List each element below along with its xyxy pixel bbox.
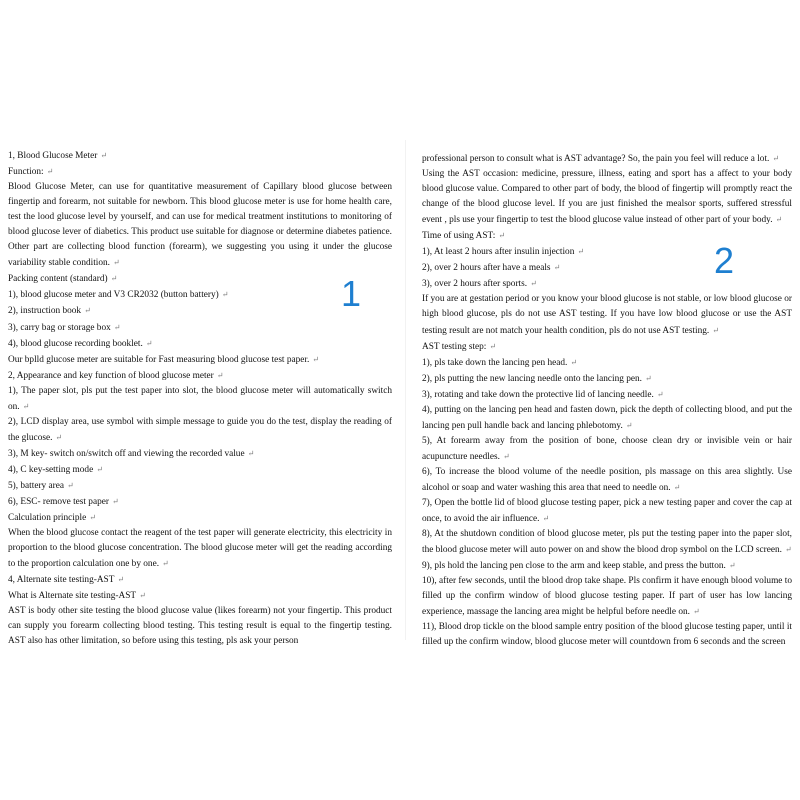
list-item: 4), C key-setting mode ↵	[8, 464, 103, 475]
list-item: 6), To increase the blood volume of the needle position, pls massage on this area slightly. Use alcohol or soap and water washing this area that need to needle on. ↵	[422, 466, 792, 493]
list-item: 2), LCD display area, use symbol with simple message to guide you do the test, display the reading of the glucose. ↵	[8, 416, 392, 443]
list-item: 5), battery area ↵	[8, 480, 74, 491]
subheading: What is Alternate site testing-AST ↵	[8, 591, 146, 602]
list-item: 2), instruction book ↵	[8, 306, 91, 317]
paragraph: Using the AST occasion: medicine, pressure, illness, eating and sport has a affect to your body blood glucose value. Compared to other part of body, the blood of fingertip will promptly react the change of the blood glucose level. If you are just finished the mealsor sports, suffered stressful event , pls use your fingertip to test the blood glucose value instead of other part of your body. ↵	[422, 169, 792, 226]
list-item: 4), blood glucose recording booklet. ↵	[8, 338, 153, 349]
list-item: 2), over 2 hours after have a meals ↵	[422, 263, 561, 274]
subheading: Packing content (standard) ↵	[8, 274, 118, 285]
list-item: 3), M key- switch on/switch off and viewing the recorded value ↵	[8, 448, 255, 459]
page-divider	[405, 140, 406, 640]
list-item: 5), At forearm away from the position of bone, choose clean dry or invisible vein or hair acupuncture needles. ↵	[422, 435, 792, 462]
document-page-left	[8, 148, 392, 647]
subheading: Function: ↵	[8, 167, 54, 178]
paragraph: When the blood glucose contact the reagent of the test paper will generate electricity, this electricity in proportion to the blood glucose concentration. The blood glucose meter will get the reading according to the proportion calculation one by one. ↵	[8, 528, 392, 570]
list-item: 1), The paper slot, pls put the test paper into slot, the blood glucose meter will automatically switch on. ↵	[8, 385, 392, 412]
section-heading: 1, Blood Glucose Meter ↵	[8, 151, 108, 161]
page-number-1: 1	[341, 273, 362, 314]
list-item: 1), At least 2 hours after insulin injection ↵	[422, 247, 585, 258]
list-item: 3), rotating and take down the protective lid of lancing needle. ↵	[422, 389, 664, 400]
list-item: 1), pls take down the lancing pen head. ↵	[422, 357, 578, 368]
subheading: Time of using AST: ↵	[422, 231, 506, 242]
paragraph: If you are at gestation period or you know your blood glucose is not stable, or low blood glucose or high blood glucose, pls do not use AST testing. If you have low blood glucose or use the AST testing result are not match your health condition, pls do not use AST testing. ↵	[422, 294, 792, 336]
subheading: Calculation principle ↵	[8, 513, 96, 524]
list-item: 2), pls putting the new lancing needle onto the lancing pen. ↵	[422, 373, 652, 384]
list-item: 9), pls hold the lancing pen close to the arm and keep stable, and press the button. ↵	[422, 561, 736, 572]
list-item: 1), blood glucose meter and V3 CR2032 (button battery) ↵	[8, 290, 229, 301]
page-number-2: 2	[714, 240, 735, 281]
subheading: AST testing step: ↵	[422, 341, 497, 352]
paragraph: professional person to consult what is AST advantage? So, the pain you feel will reduce a lot. ↵	[422, 154, 780, 164]
list-item: 4), putting on the lancing pen head and fasten down, pick the depth of collecting blood, and put the lancing pen pull handle back and lancing phlebotomy. ↵	[422, 404, 792, 431]
list-item: 6), ESC- remove test paper ↵	[8, 497, 119, 508]
list-item: 7), Open the bottle lid of blood glucose testing paper, pick a new testing paper and cover the cap at once, to avoid the air influence. ↵	[422, 498, 792, 525]
document-page-right	[422, 151, 792, 648]
list-item: 8), At the shutdown condition of blood glucose meter, pls put the testing paper into the paper slot, the blood glucose meter will auto power on and show the blood drop symbol on the LCD screen. ↵	[422, 529, 792, 556]
list-item: 10), after few seconds, until the blood drop take shape. Pls confirm it have enough blood volume to filled up the confirm window of blood glucose testing paper. If part of user has low lancing experience, massage the lancing area might be helpful before needle on. ↵	[422, 576, 792, 618]
paragraph: Our bplld glucose meter are suitable for Fast measuring blood glucose test paper. ↵	[8, 354, 319, 365]
section-heading: 2, Appearance and key function of blood glucose meter ↵	[8, 370, 224, 381]
paragraph: AST is body other site testing the blood glucose value (likes forearm) not your fingertip. This product can supply you forearm collecting blood testing. This testing result is equal to the fingertip testing. AST also has other limitation, so before using this testing, pls ask your person	[8, 606, 392, 647]
section-heading: 4, Alternate site testing-AST ↵	[8, 575, 125, 586]
paragraph: Blood Glucose Meter, can use for quantitative measurement of Capillary blood glucose between fingertip and forearm, not suitable for newborn. This blood glucose meter is use for home health care, test the lood glucose level by yourself, and can use for medical treatment institutions to monitoring of blood glucose lever of diabetics. This product use suitable for diagnose or determine diabetes patience. Other part are collecting blood function (forearm), we suggesting you using it under the glucose variability stable condition. ↵	[8, 182, 392, 269]
list-item: 3), carry bag or storage box ↵	[8, 322, 121, 333]
list-item: 3), over 2 hours after sports. ↵	[422, 279, 537, 290]
list-item: 11), Blood drop tickle on the blood sample entry position of the blood glucose testing paper, until it filled up the confirm window, blood glucose meter will countdown from 6 seconds and the screen	[422, 622, 792, 648]
